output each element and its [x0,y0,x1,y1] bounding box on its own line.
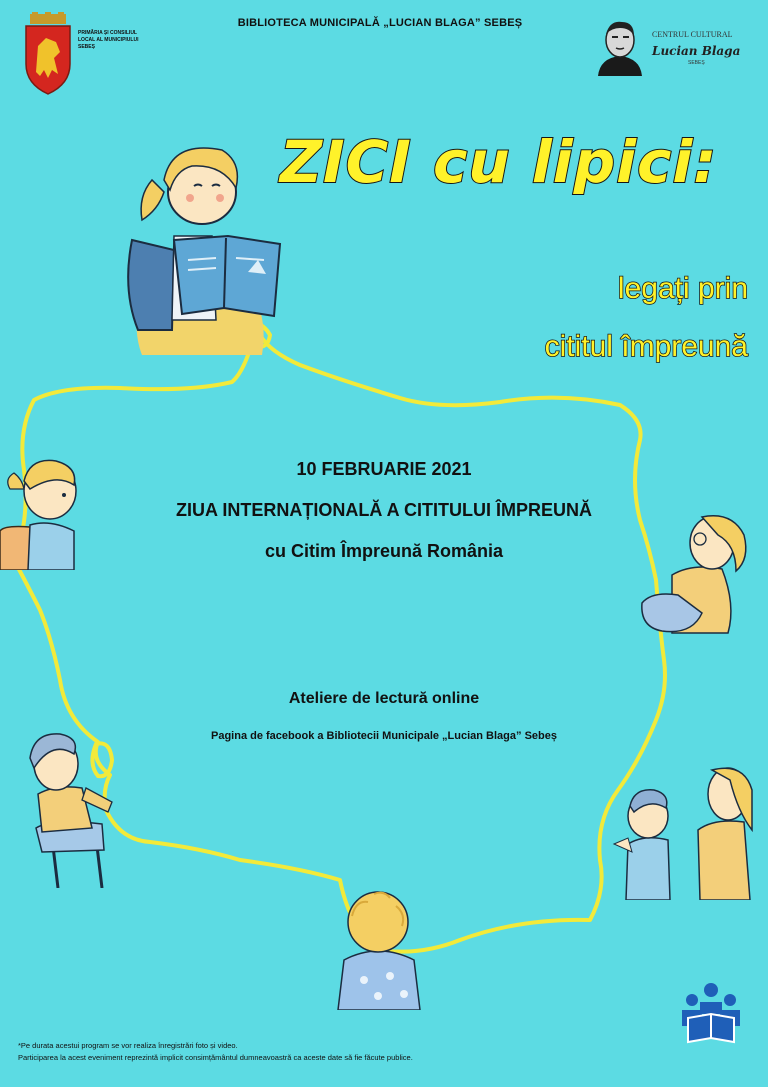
facebook-page-note: Pagina de facebook a Bibliotecii Municipale „Lucian Blaga” Sebeș [211,730,557,742]
crest-line-1: PRIMĂRIA ȘI CONSILIUL [78,30,137,36]
poster-title: ZICI cu lipici: [280,128,718,196]
footnote-recording: *Pe durata acestui program se vor realiza înregistrări foto și video. [18,1041,238,1050]
girl-sitting-looking-up-illustration [632,505,756,645]
cultural-center-city: SEBEȘ [688,60,705,66]
two-children-illustration [604,760,754,900]
event-date: 10 FEBRUARIE 2021 [296,459,472,479]
crest-line-2: LOCAL AL MUNICIPIULUI [78,37,139,43]
child-on-chair-illustration [12,728,117,888]
event-day-name: ZIUA INTERNAȚIONALĂ A CITITULUI ÎMPREUNĂ [176,500,592,520]
subtitle-line-1: legați prin [617,272,748,305]
subtitle-line-2: cititul împreună [544,330,748,363]
cultural-center-label: CENTRUL CULTURAL [652,30,733,39]
event-organizer: cu Citim Împreună România [264,541,504,561]
girl-reading-book-illustration [112,140,287,355]
child-back-view-illustration [334,880,424,1010]
library-name: BIBLIOTECA MUNICIPALĂ „LUCIAN BLAGA” SEBEȘ [237,17,523,29]
library-reading-logo-icon [678,982,744,1044]
cultural-center-script: Lucian Blaga [652,44,741,58]
crest-line-3: SEBEȘ [78,44,95,50]
footnote-consent: Participarea la acest eveniment reprezintă implicit consimțământul dumneavoastră ca aceste date să fie făcute publice. [18,1053,413,1062]
workshops-heading: Ateliere de lectură online [288,690,480,707]
